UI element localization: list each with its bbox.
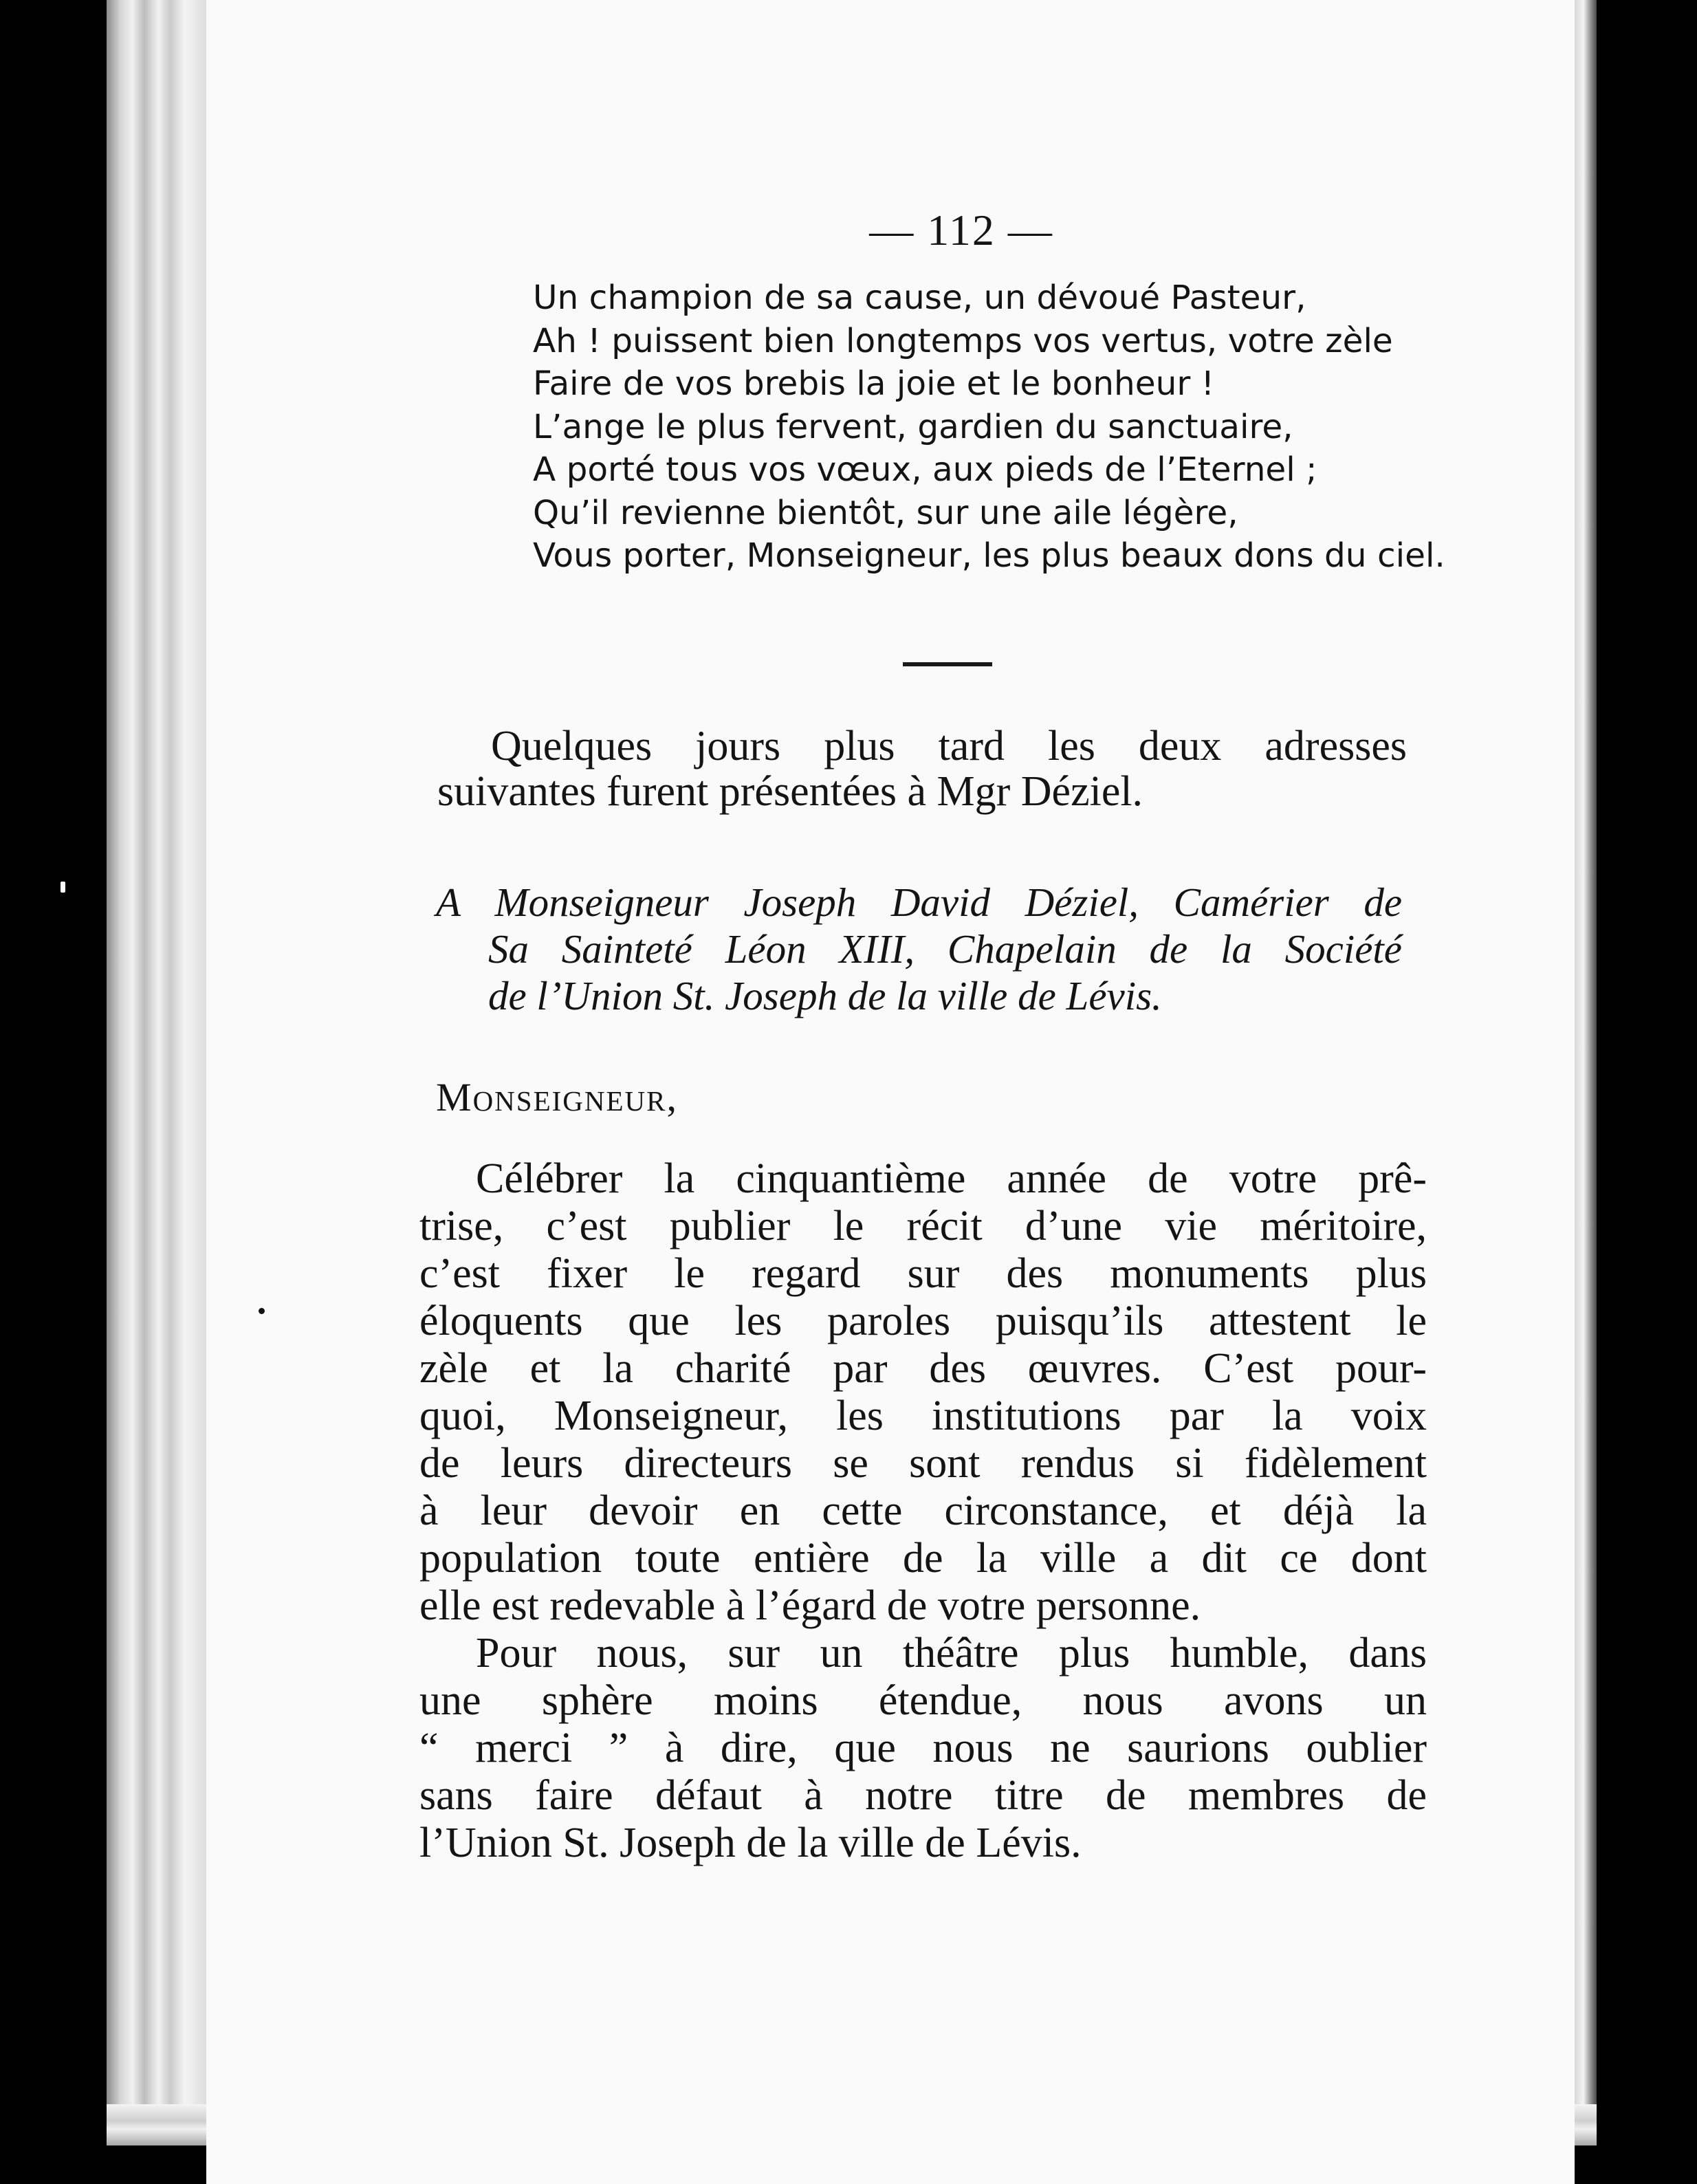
body-line: population toute entière de la ville a dit ce dont bbox=[419, 1535, 1427, 1582]
letter-body bbox=[419, 1155, 1427, 1867]
section-divider bbox=[903, 662, 992, 666]
scan-right-border bbox=[1597, 0, 1697, 2184]
address-heading bbox=[436, 879, 1402, 1019]
poem-stanza bbox=[533, 276, 1461, 578]
body-line: éloquents que les paroles puisqu’ils attestent le bbox=[419, 1298, 1427, 1344]
ink-speck bbox=[259, 1308, 265, 1314]
body-line: l’Union St. Joseph de la ville de Lévis. bbox=[419, 1820, 1082, 1866]
body-line: “ merci ” à dire, que nous ne saurions oublier bbox=[419, 1725, 1427, 1771]
body-line: Célébrer la cinquantième année de votre prê- bbox=[476, 1155, 1427, 1202]
poem-line: A porté tous vos vœux, aux pieds de l’Eternel ; bbox=[533, 450, 1317, 489]
poem-line: Un champion de sa cause, un dévoué Pasteur, bbox=[533, 279, 1306, 317]
body-line: de leurs directeurs se sont rendus si fidèlement bbox=[419, 1440, 1427, 1487]
page-stack-right bbox=[1575, 0, 1597, 2145]
intro-line: Quelques jours plus tard les deux adresses bbox=[491, 723, 1407, 769]
poem-line: Faire de vos brebis la joie et le bonheur ! bbox=[533, 364, 1215, 403]
address-line: A Monseigneur Joseph David Déziel, Camérier de bbox=[436, 880, 1402, 925]
body-line: elle est redevable à l’égard de votre personne. bbox=[419, 1582, 1201, 1629]
page-stack-left bbox=[107, 0, 206, 2145]
body-line: quoi, Monseigneur, les institutions par la voix bbox=[419, 1393, 1427, 1439]
salutation: Monseigneur, bbox=[436, 1075, 679, 1120]
body-line: une sphère moins étendue, nous avons un bbox=[419, 1677, 1427, 1724]
intro-line: suivantes furent présentées à Mgr Déziel. bbox=[437, 768, 1143, 815]
ink-speck bbox=[61, 882, 65, 893]
address-line: Sa Sainteté Léon XIII, Chapelain de la Société bbox=[488, 926, 1402, 972]
body-line: à leur devoir en cette circonstance, et déjà la bbox=[419, 1487, 1427, 1534]
page-number: — 112 — bbox=[869, 206, 1053, 254]
poem-line: Vous porter, Monseigneur, les plus beaux dons du ciel. bbox=[533, 536, 1445, 575]
body-line: c’est fixer le regard sur des monuments plus bbox=[419, 1250, 1427, 1297]
scan-left-border bbox=[0, 0, 107, 2184]
body-line: Pour nous, sur un théâtre plus humble, dans bbox=[476, 1630, 1427, 1677]
body-line: zèle et la charité par des œuvres. C’est pour- bbox=[419, 1345, 1427, 1392]
poem-line: L’ange le plus fervent, gardien du sanctuaire, bbox=[533, 407, 1293, 446]
body-line: sans faire défaut à notre titre de membres de bbox=[419, 1772, 1427, 1819]
body-line: trise, c’est publier le récit d’une vie méritoire, bbox=[419, 1203, 1427, 1249]
poem-line: Ah ! puissent bien longtemps vos vertus, votre zèle bbox=[533, 321, 1393, 360]
poem-line: Qu’il revienne bientôt, sur une aile légère, bbox=[533, 493, 1238, 532]
intro-paragraph bbox=[437, 723, 1407, 814]
address-line: de l’Union St. Joseph de la ville de Lévis. bbox=[488, 973, 1162, 1018]
